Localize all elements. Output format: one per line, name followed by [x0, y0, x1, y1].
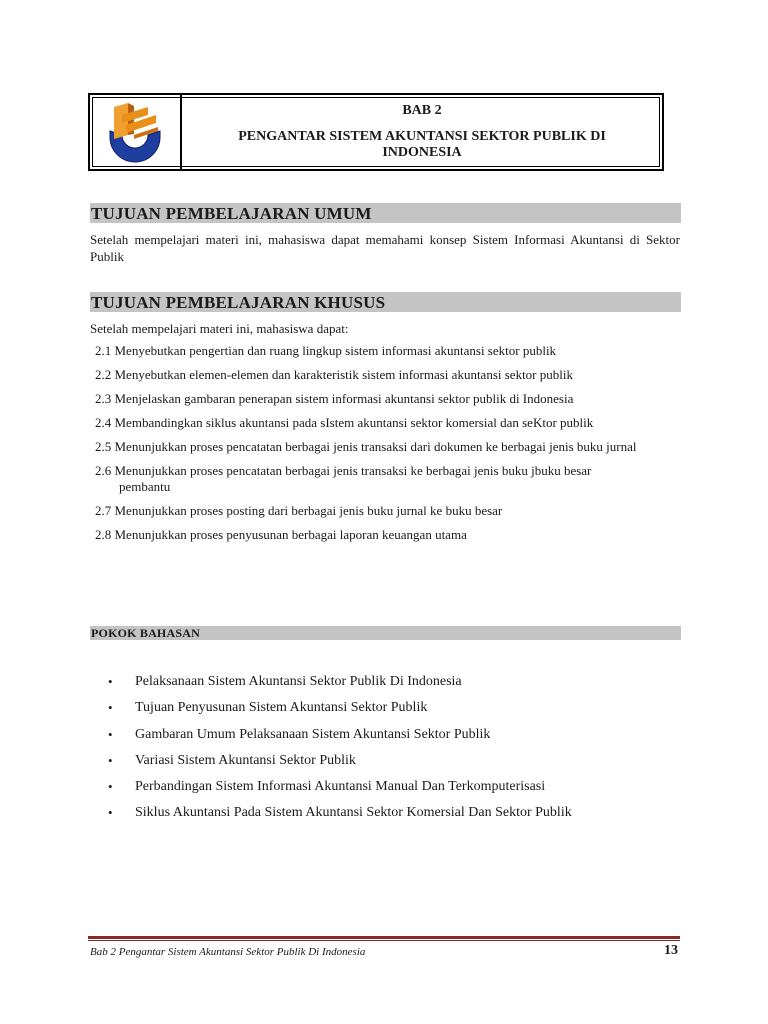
objective-text: 2.5 Menunjukkan proses pencatatan berbagai jenis transaksi dari dokumen ke berbagai jenis buku jurnal: [95, 439, 637, 454]
bullet-icon: •: [108, 779, 113, 795]
objective-text: 2.1 Menyebutkan pengertian dan ruang lingkup sistem informasi akuntansi sektor publik: [95, 343, 557, 358]
objective-text: 2.3 Menjelaskan gambaran penerapan sistem informasi akuntansi sektor publik di Indonesia: [95, 391, 574, 406]
chapter-number: BAB 2: [402, 103, 442, 118]
topic-text: Perbandingan Sistem Informasi Akuntansi Manual Dan Terkomputerisasi: [135, 779, 546, 795]
topic-text: Variasi Sistem Akuntansi Sektor Publik: [135, 752, 356, 768]
list-item: [95, 366, 680, 383]
list-item: [108, 777, 668, 803]
tujuan-umum-text: Setelah mempelajari materi ini, mahasiswa dapat memahami konsep Sistem Informasi Akuntansi di Sektor Publik: [90, 232, 680, 264]
chapter-title-line-1: PENGANTAR SISTEM AKUNTANSI SEKTOR PUBLIK DI: [238, 129, 606, 144]
institution-logo-icon: [104, 101, 166, 163]
section-heading-tujuan-khusus: TUJUAN PEMBELAJARAN KHUSUS: [90, 292, 681, 312]
footer-rule: [88, 936, 680, 939]
list-item: [95, 526, 680, 543]
bullet-icon: •: [108, 805, 113, 821]
bullet-icon: •: [108, 700, 113, 716]
topic-text: Gambaran Umum Pelaksanaan Sistem Akuntansi Sektor Publik: [135, 726, 491, 742]
list-item: [95, 462, 680, 495]
list-item: [95, 414, 680, 431]
list-item: [108, 725, 668, 751]
objective-text: 2.8 Menunjukkan proses penyusunan berbagai laporan keuangan utama: [95, 527, 467, 542]
footer-rule-thin: [88, 940, 680, 941]
objective-text-continuation: pembantu: [119, 479, 171, 494]
topic-text: Tujuan Penyusunan Sistem Akuntansi Sektor Publik: [135, 700, 428, 716]
topic-text: Pelaksanaan Sistem Akuntansi Sektor Publik Di Indonesia: [135, 674, 462, 689]
chapter-header-box: [88, 93, 664, 171]
bullet-icon: •: [108, 674, 113, 689]
list-item: [108, 698, 668, 724]
objective-text: 2.7 Menunjukkan proses posting dari berbagai jenis buku jurnal ke buku besar: [95, 503, 503, 518]
objective-text: 2.6 Menunjukkan proses pencatatan berbagai jenis transaksi ke berbagai jenis buku jbuku besar: [95, 463, 592, 478]
list-item: [95, 438, 680, 455]
objective-text: 2.4 Membandingkan siklus akuntansi pada sIstem akuntansi sektor komersial dan seKtor publik: [95, 415, 594, 430]
objectives-list: [95, 342, 680, 550]
logo-cell: [90, 95, 182, 169]
bullet-icon: •: [108, 752, 113, 768]
topic-text: Siklus Akuntansi Pada Sistem Akuntansi Sektor Komersial Dan Sektor Publik: [135, 805, 572, 821]
chapter-title-line-2: INDONESIA: [382, 145, 462, 160]
section-heading-tujuan-umum: TUJUAN PEMBELAJARAN UMUM: [90, 203, 681, 223]
tujuan-khusus-intro: Setelah mempelajari materi ini, mahasiswa dapat:: [90, 321, 349, 336]
list-item: [108, 803, 668, 829]
bullet-icon: •: [108, 726, 113, 742]
list-item: [95, 502, 680, 519]
topics-list: [108, 672, 668, 830]
objective-text: 2.2 Menyebutkan elemen-elemen dan karakteristik sistem informasi akuntansi sektor publik: [95, 367, 573, 382]
list-item: [95, 390, 680, 407]
list-item: [108, 751, 668, 777]
list-item: [95, 342, 680, 359]
section-heading-pokok-bahasan: POKOK BAHASAN: [90, 626, 681, 640]
page-number: 13: [664, 943, 678, 958]
footer-chapter-title: Bab 2 Pengantar Sistem Akuntansi Sektor Publik Di Indonesia: [90, 946, 366, 958]
chapter-title-cell: [182, 95, 662, 169]
list-item: [108, 672, 668, 698]
